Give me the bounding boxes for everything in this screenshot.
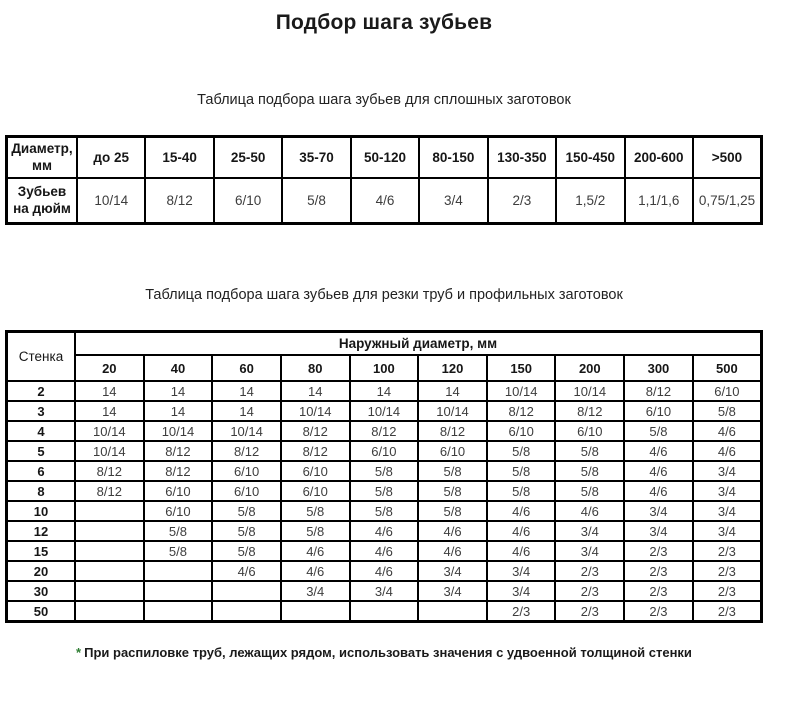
solid-column-header: 35-70	[282, 137, 350, 178]
wall-value-cell: 30	[7, 581, 76, 601]
wall-corner-header-cell: Стенка	[7, 332, 76, 382]
pitch-value-cell: 6/10	[624, 401, 693, 421]
pitch-value-cell: 6/10	[487, 421, 556, 441]
pitch-value-cell: 14	[418, 381, 487, 401]
pitch-value-cell: 4/6	[624, 441, 693, 461]
pipe-table-row	[7, 441, 762, 461]
solid-column-header: 25-50	[214, 137, 282, 178]
pipe-table-body	[7, 332, 762, 622]
pipe-table-row	[7, 421, 762, 441]
pipe-table-row	[7, 581, 762, 601]
pitch-value-cell: 8/12	[281, 441, 350, 461]
document-page	[0, 10, 768, 660]
pitch-value-cell: 3/4	[624, 521, 693, 541]
pitch-value-cell: 8/12	[281, 421, 350, 441]
pipe-table-row	[7, 561, 762, 581]
pitch-value-cell	[212, 581, 281, 601]
solid-value-cell: 1,5/2	[556, 178, 624, 224]
pitch-value-cell: 5/8	[555, 461, 624, 481]
wall-value-cell: 8	[7, 481, 76, 501]
pitch-value-cell	[75, 561, 144, 581]
pitch-value-cell: 8/12	[212, 441, 281, 461]
pitch-value-cell: 2/3	[624, 561, 693, 581]
pitch-value-cell: 4/6	[281, 561, 350, 581]
pitch-value-cell: 4/6	[212, 561, 281, 581]
pitch-value-cell: 14	[281, 381, 350, 401]
pitch-value-cell: 14	[75, 401, 144, 421]
pitch-value-cell: 2/3	[693, 601, 762, 622]
pitch-value-cell: 4/6	[350, 541, 419, 561]
pitch-value-cell: 4/6	[693, 421, 762, 441]
solid-value-cell: 1,1/1,6	[625, 178, 693, 224]
wall-value-cell: 12	[7, 521, 76, 541]
pitch-value-cell: 6/10	[418, 441, 487, 461]
pitch-value-cell: 4/6	[418, 521, 487, 541]
pitch-value-cell: 6/10	[212, 461, 281, 481]
pitch-value-cell: 4/6	[555, 501, 624, 521]
pitch-value-cell: 10/14	[281, 401, 350, 421]
pitch-value-cell: 10/14	[212, 421, 281, 441]
pipe-table-columns-row	[7, 355, 762, 381]
pipe-table-row	[7, 541, 762, 561]
pitch-value-cell: 6/10	[281, 481, 350, 501]
pitch-value-cell	[418, 601, 487, 622]
pipe-column-header: 60	[212, 355, 281, 381]
pipe-table-row	[7, 601, 762, 622]
solid-table-header-row	[7, 137, 762, 178]
pitch-value-cell	[144, 601, 213, 622]
pitch-value-cell: 3/4	[693, 481, 762, 501]
pitch-value-cell: 3/4	[487, 581, 556, 601]
pitch-value-cell: 8/12	[75, 481, 144, 501]
footnote-text: При распиловке труб, лежащих рядом, использовать значения с удвоенной толщиной стенки	[84, 645, 692, 661]
pitch-value-cell: 10/14	[487, 381, 556, 401]
pitch-value-cell: 5/8	[144, 521, 213, 541]
pitch-value-cell: 2/3	[624, 541, 693, 561]
pitch-value-cell: 5/8	[487, 461, 556, 481]
pitch-value-cell	[144, 561, 213, 581]
pitch-value-cell: 3/4	[693, 501, 762, 521]
solid-column-header: 15-40	[145, 137, 213, 178]
pitch-value-cell: 6/10	[350, 441, 419, 461]
pitch-value-cell: 5/8	[555, 441, 624, 461]
pitch-value-cell: 3/4	[555, 541, 624, 561]
wall-value-cell: 4	[7, 421, 76, 441]
pitch-value-cell: 4/6	[624, 461, 693, 481]
pitch-value-cell: 5/8	[281, 501, 350, 521]
solid-column-header: 200-600	[625, 137, 693, 178]
pitch-value-cell: 14	[144, 401, 213, 421]
pitch-value-cell: 4/6	[418, 541, 487, 561]
pitch-value-cell: 10/14	[350, 401, 419, 421]
pitch-value-cell: 6/10	[281, 461, 350, 481]
pitch-value-cell: 3/4	[418, 561, 487, 581]
solid-column-header: до 25	[77, 137, 145, 178]
pitch-value-cell: 8/12	[487, 401, 556, 421]
solid-column-header: >500	[693, 137, 762, 178]
pitch-value-cell: 8/12	[418, 421, 487, 441]
wall-value-cell: 15	[7, 541, 76, 561]
pitch-value-cell: 2/3	[624, 581, 693, 601]
pitch-value-cell: 14	[350, 381, 419, 401]
pitch-value-cell: 8/12	[555, 401, 624, 421]
pipe-column-header: 200	[555, 355, 624, 381]
pitch-value-cell	[75, 601, 144, 622]
pitch-value-cell: 5/8	[281, 521, 350, 541]
wall-value-cell: 5	[7, 441, 76, 461]
pitch-value-cell	[281, 601, 350, 622]
pitch-value-cell: 14	[144, 381, 213, 401]
pitch-value-cell: 2/3	[555, 561, 624, 581]
pitch-value-cell: 5/8	[212, 521, 281, 541]
pitch-value-cell: 8/12	[624, 381, 693, 401]
pitch-value-cell: 10/14	[144, 421, 213, 441]
pitch-value-cell: 5/8	[555, 481, 624, 501]
pitch-value-cell: 14	[212, 401, 281, 421]
pitch-value-cell: 6/10	[555, 421, 624, 441]
pitch-value-cell: 2/3	[693, 561, 762, 581]
wall-value-cell: 50	[7, 601, 76, 622]
pitch-value-cell: 5/8	[212, 541, 281, 561]
pitch-value-cell: 6/10	[144, 501, 213, 521]
pitch-value-cell: 4/6	[487, 541, 556, 561]
footnote-asterisk: *	[76, 645, 82, 661]
pitch-value-cell: 3/4	[693, 521, 762, 541]
pitch-value-cell: 5/8	[693, 401, 762, 421]
pipe-column-header: 150	[487, 355, 556, 381]
pitch-value-cell: 5/8	[624, 421, 693, 441]
pipe-table-row	[7, 521, 762, 541]
pitch-value-cell: 14	[212, 381, 281, 401]
pipe-table-row	[7, 401, 762, 421]
wall-value-cell: 10	[7, 501, 76, 521]
pitch-value-cell: 5/8	[418, 481, 487, 501]
pipe-column-header: 80	[281, 355, 350, 381]
solid-value-cell: 2/3	[488, 178, 556, 224]
pitch-value-cell: 3/4	[418, 581, 487, 601]
pitch-value-cell: 2/3	[624, 601, 693, 622]
pitch-value-cell: 2/3	[693, 581, 762, 601]
pipe-table-row	[7, 501, 762, 521]
pitch-value-cell: 5/8	[487, 441, 556, 461]
pitch-value-cell: 2/3	[555, 601, 624, 622]
solid-column-header: 130-350	[488, 137, 556, 178]
pitch-value-cell: 6/10	[212, 481, 281, 501]
solid-column-header: 50-120	[351, 137, 419, 178]
pitch-value-cell: 4/6	[693, 441, 762, 461]
pitch-value-cell: 10/14	[75, 421, 144, 441]
pitch-value-cell	[144, 581, 213, 601]
pitch-value-cell	[350, 601, 419, 622]
pipe-table-row	[7, 481, 762, 501]
wall-value-cell: 6	[7, 461, 76, 481]
pitch-value-cell: 5/8	[350, 501, 419, 521]
pipe-column-header: 40	[144, 355, 213, 381]
pitch-value-cell: 8/12	[144, 441, 213, 461]
pitch-value-cell: 10/14	[555, 381, 624, 401]
pitch-value-cell: 5/8	[418, 501, 487, 521]
pitch-value-cell: 5/8	[144, 541, 213, 561]
pitch-value-cell: 3/4	[624, 501, 693, 521]
pitch-value-cell: 2/3	[555, 581, 624, 601]
pitch-value-cell: 6/10	[693, 381, 762, 401]
pipe-column-header: 100	[350, 355, 419, 381]
pipe-table-row	[7, 461, 762, 481]
solid-value-cell: 5/8	[282, 178, 350, 224]
pitch-value-cell: 5/8	[418, 461, 487, 481]
pitch-value-cell: 5/8	[350, 481, 419, 501]
solid-value-cell: 8/12	[145, 178, 213, 224]
pitch-value-cell	[212, 601, 281, 622]
pitch-value-cell: 5/8	[212, 501, 281, 521]
pitch-value-cell: 4/6	[487, 501, 556, 521]
outer-diameter-group-header: Наружный диаметр, мм	[75, 332, 762, 356]
pitch-value-cell	[75, 541, 144, 561]
pitch-value-cell: 5/8	[487, 481, 556, 501]
pitch-value-cell	[75, 521, 144, 541]
pipe-table-row	[7, 381, 762, 401]
pitch-value-cell: 4/6	[281, 541, 350, 561]
pitch-value-cell: 3/4	[555, 521, 624, 541]
pitch-value-cell: 2/3	[487, 601, 556, 622]
page-title: Подбор шага зубьев	[275, 11, 493, 34]
solid-column-header: 150-450	[556, 137, 624, 178]
pitch-value-cell: 4/6	[487, 521, 556, 541]
pitch-value-cell: 8/12	[144, 461, 213, 481]
pipe-table	[5, 330, 763, 623]
pitch-value-cell: 2/3	[693, 541, 762, 561]
solid-value-cell: 3/4	[419, 178, 487, 224]
footnote	[0, 645, 768, 660]
pitch-value-cell	[75, 501, 144, 521]
teeth-per-inch-header-cell: Зубьев на дюйм	[7, 178, 78, 224]
pitch-value-cell: 4/6	[350, 521, 419, 541]
pipe-table-caption: Таблица подбора шага зубьев для резки труб и профильных заготовок	[145, 287, 623, 304]
solid-table-value-row	[7, 178, 762, 224]
solid-value-cell: 6/10	[214, 178, 282, 224]
pitch-value-cell: 3/4	[487, 561, 556, 581]
diameter-header-cell: Диаметр, мм	[7, 137, 78, 178]
solid-table	[5, 135, 763, 225]
pipe-column-header: 500	[693, 355, 762, 381]
pitch-value-cell: 8/12	[350, 421, 419, 441]
pitch-value-cell	[75, 581, 144, 601]
wall-value-cell: 3	[7, 401, 76, 421]
solid-value-cell: 10/14	[77, 178, 145, 224]
pitch-value-cell: 3/4	[693, 461, 762, 481]
pitch-value-cell: 14	[75, 381, 144, 401]
pitch-value-cell: 3/4	[350, 581, 419, 601]
pitch-value-cell: 3/4	[281, 581, 350, 601]
pitch-value-cell: 4/6	[350, 561, 419, 581]
pipe-table-group-row	[7, 332, 762, 356]
pitch-value-cell: 6/10	[144, 481, 213, 501]
solid-column-header: 80-150	[419, 137, 487, 178]
wall-value-cell: 2	[7, 381, 76, 401]
pitch-value-cell: 4/6	[624, 481, 693, 501]
pipe-column-header: 20	[75, 355, 144, 381]
pitch-value-cell: 10/14	[75, 441, 144, 461]
wall-value-cell: 20	[7, 561, 76, 581]
solid-table-caption: Таблица подбора шага зубьев для сплошных заготовок	[197, 92, 571, 109]
pipe-column-header: 300	[624, 355, 693, 381]
pitch-value-cell: 8/12	[75, 461, 144, 481]
pipe-column-header: 120	[418, 355, 487, 381]
pitch-value-cell: 5/8	[350, 461, 419, 481]
solid-value-cell: 4/6	[351, 178, 419, 224]
pitch-value-cell: 10/14	[418, 401, 487, 421]
solid-value-cell: 0,75/1,25	[693, 178, 762, 224]
